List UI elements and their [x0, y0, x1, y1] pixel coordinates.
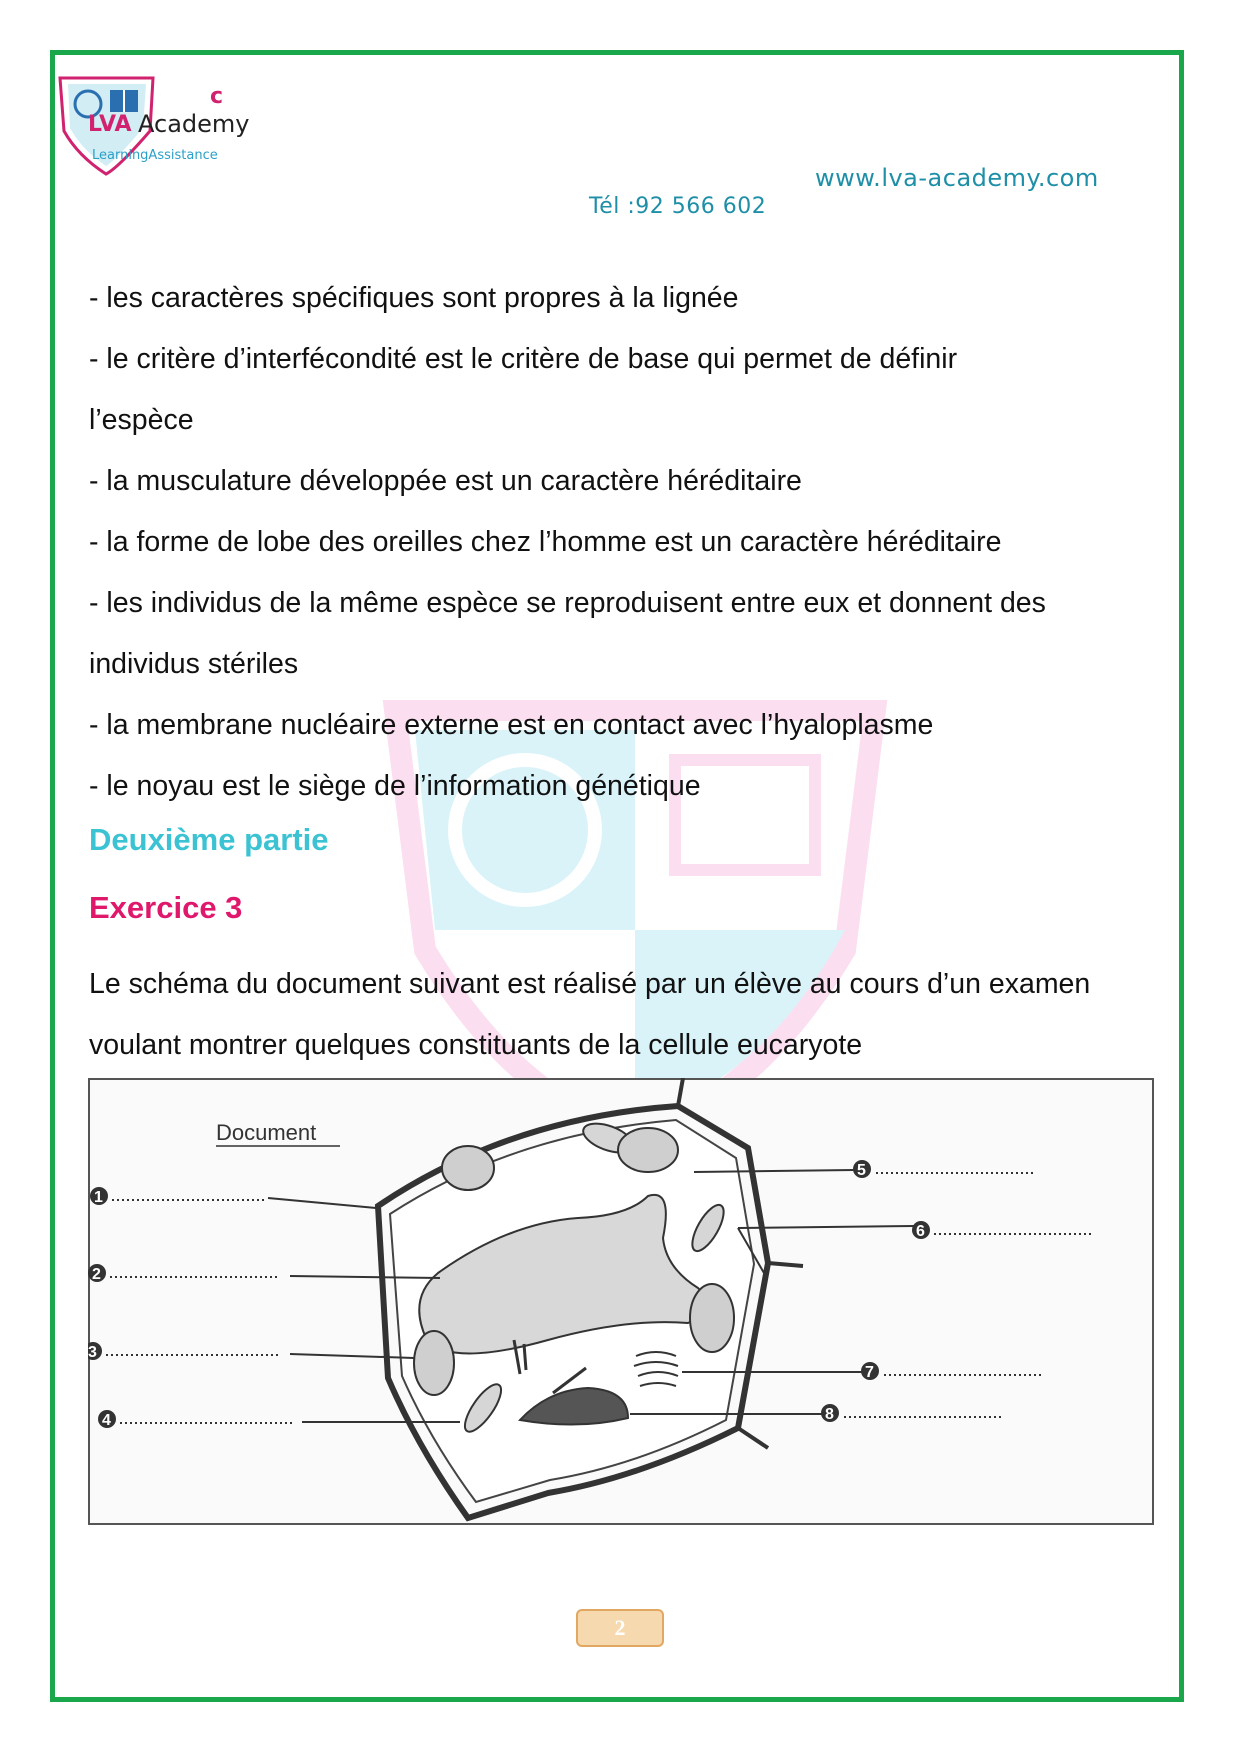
chloroplast: [414, 1331, 454, 1395]
cell-diagram: [88, 1078, 1154, 1528]
intro-line: voulant montrer quelques constituants de la cellule eucaryote: [89, 1029, 863, 1061]
statement-line: - la forme de lobe des oreilles chez l’homme est un caractère héréditaire: [89, 526, 1002, 558]
page-number: 2: [614, 1615, 626, 1640]
intro-line: Le schéma du document suivant est réalisé par un élève au cours d’un examen: [89, 968, 1091, 1000]
section-title: Deuxième partie: [89, 822, 329, 857]
chloroplast: [690, 1284, 734, 1352]
statement-line: l’espèce: [89, 404, 194, 436]
page-number-badge: [576, 1609, 664, 1647]
label-marker-4: 4: [102, 1412, 111, 1429]
statement-line: - le critère d’interfécondité est le critère de base qui permet de définir: [89, 343, 958, 375]
statement-line: - le noyau est le siège de l’information génétique: [89, 770, 701, 802]
statement-list: [89, 268, 1169, 817]
logo-academy-text: Academy: [138, 110, 250, 138]
exercise-title: Exercice 3: [89, 890, 243, 925]
label-marker-1: 1: [94, 1189, 103, 1206]
logo-lva-text: LVA: [88, 112, 132, 137]
phone-number: Tél :92 566 602: [589, 194, 767, 219]
statement-line: - la musculature développée est un caractère héréditaire: [89, 465, 802, 497]
label-marker-8: 8: [825, 1406, 834, 1423]
chloroplast: [618, 1128, 678, 1172]
exercise-intro: [89, 954, 1169, 1076]
website-link[interactable]: www.lva-academy.com: [815, 164, 1099, 192]
label-marker-2: 2: [92, 1266, 101, 1283]
logo-tagline: LearningAssistance: [92, 148, 218, 163]
diagram-title: Document: [216, 1120, 317, 1145]
chloroplast: [442, 1146, 494, 1190]
label-marker-3: 3: [88, 1344, 97, 1361]
label-marker-7: 7: [865, 1364, 874, 1381]
statement-line: - les caractères spécifiques sont propres à la lignée: [89, 282, 739, 314]
label-marker-6: 6: [916, 1223, 925, 1240]
statement-line: - la membrane nucléaire externe est en contact avec l’hyaloplasme: [89, 709, 934, 741]
statement-line: individus stériles: [89, 648, 299, 680]
logo-letter-c: c: [210, 84, 224, 109]
statement-line: - les individus de la même espèce se reproduisent entre eux et donnent des: [89, 587, 1046, 619]
label-marker-5: 5: [857, 1162, 866, 1179]
